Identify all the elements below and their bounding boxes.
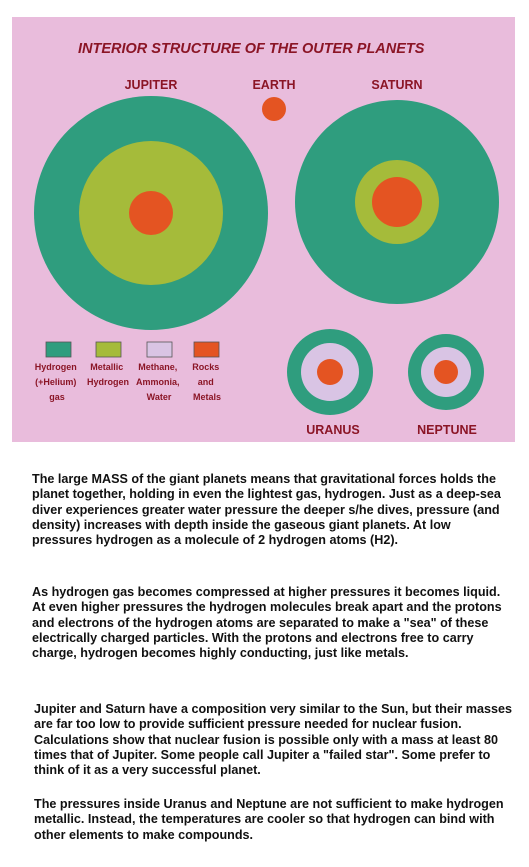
legend-label-hydrogen-gas-line2: (+Helium) bbox=[35, 377, 77, 387]
legend-label-metallic-hydrogen-line1: Metallic bbox=[90, 362, 124, 372]
paragraph-hydrogen-compression: As hydrogen gas becomes compressed at higher pressures it becomes liquid. At even higher pressures the hydrogen molecules break apart and the protons and electrons of the hydrogen atoms are separated to make a "sea" of these electrically charged particles. With the protons and electrons free to carry charge, hydrogen becomes highly conducting, just like metals. bbox=[32, 585, 502, 661]
neptune-rock-core bbox=[434, 360, 458, 384]
jupiter-rock-core bbox=[129, 191, 173, 235]
legend-label-metallic-hydrogen-line2: Hydrogen bbox=[86, 377, 130, 387]
saturn-planet bbox=[295, 100, 499, 304]
diagram-title: INTERIOR STRUCTURE OF THE OUTER PLANETS bbox=[78, 41, 425, 57]
paragraph-jupiter-saturn: Jupiter and Saturn have a composition very similar to the Sun, but their masses are far too low to provide sufficient pressure needed for nuclear fusion. Calculations show that nuclear fusion is possible only with a mass at least 80 times that of Jupiter. Some people call Jupiter a "failed star". Some prefer to think of it as a very successful planet. bbox=[34, 702, 512, 778]
jupiter-planet bbox=[34, 96, 268, 330]
legend-label-hydrogen-gas-line1: Hydrogen bbox=[34, 362, 77, 372]
neptune-label: NEPTUNE bbox=[417, 423, 477, 437]
legend-swatch-rocks-metals bbox=[194, 342, 219, 357]
paragraph-mass: The large MASS of the giant planets means that gravitational forces holds the planet together, holding in even the lightest gas, hydrogen. Just as a deep-sea diver experiences greater water pressure the deeper s/he dives, pressure (and density) increases with depth inside the gaseous giant planets. At low pressures hydrogen as a molecule of 2 hydrogen atoms (H2). bbox=[32, 472, 501, 548]
jupiter-label: JUPITER bbox=[124, 78, 178, 92]
legend-label-rocks-line1: Rocks bbox=[192, 362, 220, 372]
uranus-rock-core bbox=[317, 359, 343, 385]
legend-label-methane-line3: Water bbox=[146, 392, 172, 402]
legend-label-hydrogen-gas-line3: gas bbox=[49, 392, 65, 402]
earth-label: EARTH bbox=[252, 78, 296, 92]
legend-label-rocks-line2: and bbox=[197, 377, 214, 387]
legend-label-methane-line1: Methane, bbox=[138, 362, 178, 372]
paragraph-uranus-neptune: The pressures inside Uranus and Neptune are not sufficient to make hydrogen metallic. Instead, the temperatures are cooler so that hydrogen can bind with other elements to make compounds. bbox=[34, 797, 504, 842]
saturn-label: SATURN bbox=[371, 78, 423, 92]
legend-swatch-hydrogen-gas bbox=[46, 342, 71, 357]
uranus-planet bbox=[287, 329, 373, 415]
planet-structure-diagram bbox=[12, 17, 515, 442]
saturn-rock-core bbox=[372, 177, 422, 227]
legend-swatch-metallic-hydrogen bbox=[96, 342, 121, 357]
legend-swatch-methane-ammonia-water bbox=[147, 342, 172, 357]
uranus-label: URANUS bbox=[306, 423, 360, 437]
neptune-planet bbox=[408, 334, 484, 410]
legend-label-rocks-line3: Metals bbox=[192, 392, 222, 402]
legend-label-methane-line2: Ammonia, bbox=[135, 377, 180, 387]
earth-planet bbox=[262, 97, 286, 121]
